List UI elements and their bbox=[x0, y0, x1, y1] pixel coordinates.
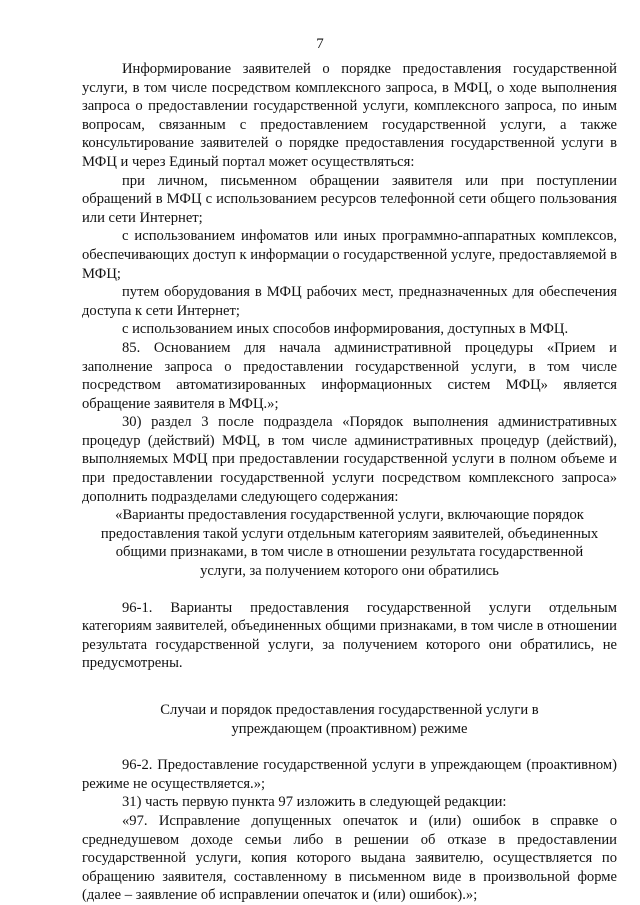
paragraph-30: 30) раздел 3 после подраздела «Порядок выполнения административных процедур (действий) МФЦ, в том числе административных процедур (действий), выполняемых МФЦ при предоставлении государственной услуги в полном объеме и при предоставлении государственной услуги посредством комплексного запроса» дополнить подразделами следующего содержания: bbox=[82, 414, 617, 505]
page-number: 7 bbox=[316, 36, 324, 52]
subsection-heading-variants: «Варианты предоставления государственной услуги, включающие порядок предоставления такой услуги отдельным категориям заявителей, объединенных общими признаками, в том числе в отношении результата государственной услуги, за получением которого они обратились bbox=[100, 507, 599, 580]
document-body bbox=[82, 60, 617, 905]
paragraph-96-1: 96-1. Варианты предоставления государственной услуги отдельным категориям заявителей, объединенных общими признаками, в том числе в отношении результата государственной услуги, за получением которого они обратились, не предусмотрены. bbox=[82, 599, 617, 672]
subsection-heading-proactive: Случаи и порядок предоставления государственной услуги в упреждающем (проактивном) режиме bbox=[160, 702, 539, 737]
paragraph-31: 31) часть первую пункта 97 изложить в следующей редакции: bbox=[122, 794, 507, 811]
paragraph-85: 85. Основанием для начала административной процедуры «Прием и заполнение запроса о предоставлении государственной услуги, в том числе посредством автоматизированных информационных систем МФЦ» является обращение заявителя в МФЦ.»; bbox=[82, 339, 617, 412]
paragraph-97: «97. Исправление допущенных опечаток и (или) ошибок в справке о среднедушевом доходе семьи либо в решении об отказе в предоставлении государственной услуги, копия которого выдана заявителю, осуществляется по обращению заявителя, составленному в письменном виде в произвольной форме (далее – заявление об исправлении опечаток и (или) ошибок).»; bbox=[82, 812, 617, 904]
paragraph-informing: Информирование заявителей о порядке предоставления государственной услуги, в том числе посредством комплексного запроса, в МФЦ, о ходе выполнения запроса о предоставлении государственной услуги, комплексного запроса, по иным вопросам, связанным с предоставлением государственной услуги, а также консультирование заявителей о порядке предоставления государственной услуги в МФЦ и через Единый портал может осуществляться: bbox=[82, 61, 617, 170]
paragraph-personal-appeal: при личном, письменном обращении заявителя или при поступлении обращений в МФЦ с использованием ресурсов телефонной сети общего пользования или сети Интернет; bbox=[82, 172, 617, 226]
paragraph-96-2: 96-2. Предоставление государственной услуги в упреждающем (проактивном) режиме не осуществляется.»; bbox=[82, 757, 617, 792]
paragraph-infomats: с использованием инфоматов или иных программно-аппаратных комплексов, обеспечивающих доступ к информации о государственной услуге, предоставляемой в МФЦ; bbox=[82, 228, 617, 282]
paragraph-other-methods: с использованием иных способов информирования, доступных в МФЦ. bbox=[122, 321, 569, 338]
paragraph-workplaces: путем оборудования в МФЦ рабочих мест, предназначенных для обеспечения доступа к сети Интернет; bbox=[82, 284, 617, 319]
